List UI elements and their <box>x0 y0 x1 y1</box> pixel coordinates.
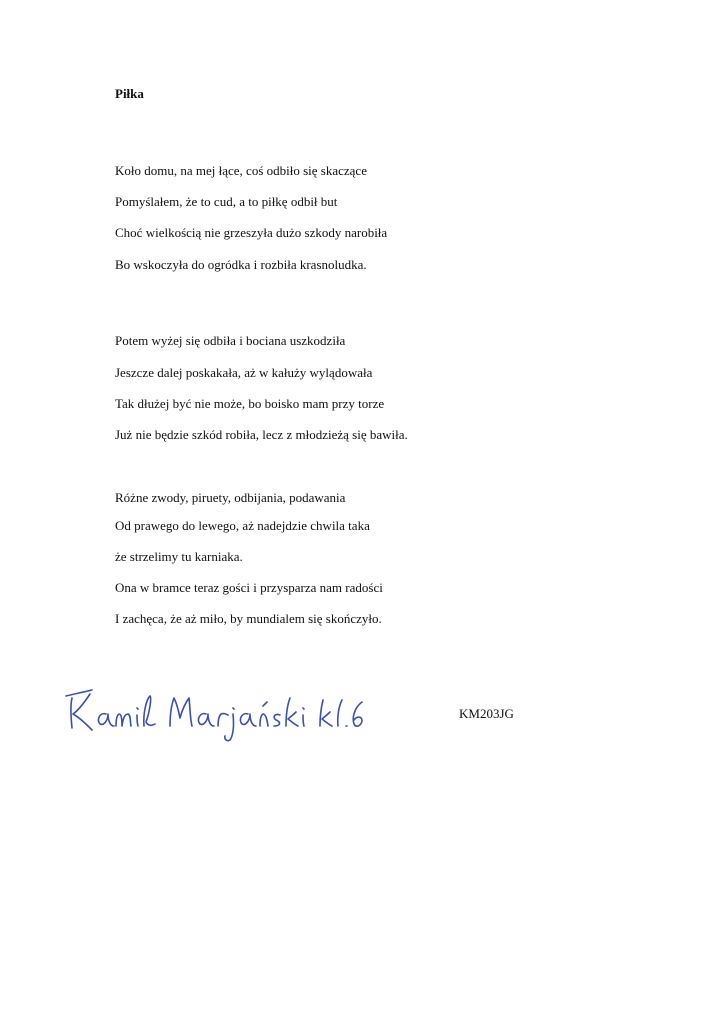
poem-line: Tak dłużej być nie może, bo boisko mam przy torze <box>115 396 385 411</box>
document-code: KM203JG <box>459 706 514 721</box>
poem-line: Jeszcze dalej poskakała, aż w kałuży wylądowała <box>115 365 373 380</box>
poem-line: Choć wielkością nie grzeszyła dużo szkody narobiła <box>115 225 388 240</box>
poem-line: Od prawego do lewego, aż nadejdzie chwila taka <box>115 518 370 533</box>
poem-title: Piłka <box>115 86 144 101</box>
poem-line: Różne zwody, piruety, odbijania, podawania <box>115 490 346 505</box>
poem-line: Ona w bramce teraz gości i przysparza nam radości <box>115 580 383 595</box>
poem-line: Pomyślałem, że to cud, a to piłkę odbił but <box>115 194 338 209</box>
poem-line: Koło domu, na mej łące, coś odbiło się skaczące <box>115 163 367 178</box>
poem-line: Bo wskoczyła do ogródka i rozbiła krasnoludka. <box>115 257 367 272</box>
poem-line: Potem wyżej się odbiła i bociana uszkodziła <box>115 333 346 348</box>
handwritten-signature <box>62 684 372 744</box>
poem-line: że strzelimy tu karniaka. <box>115 549 243 564</box>
poem-line: Już nie będzie szkód robiła, lecz z młodzieżą się bawiła. <box>115 427 408 442</box>
poem-line: I zachęca, że aż miło, by mundialem się skończyło. <box>115 611 382 626</box>
